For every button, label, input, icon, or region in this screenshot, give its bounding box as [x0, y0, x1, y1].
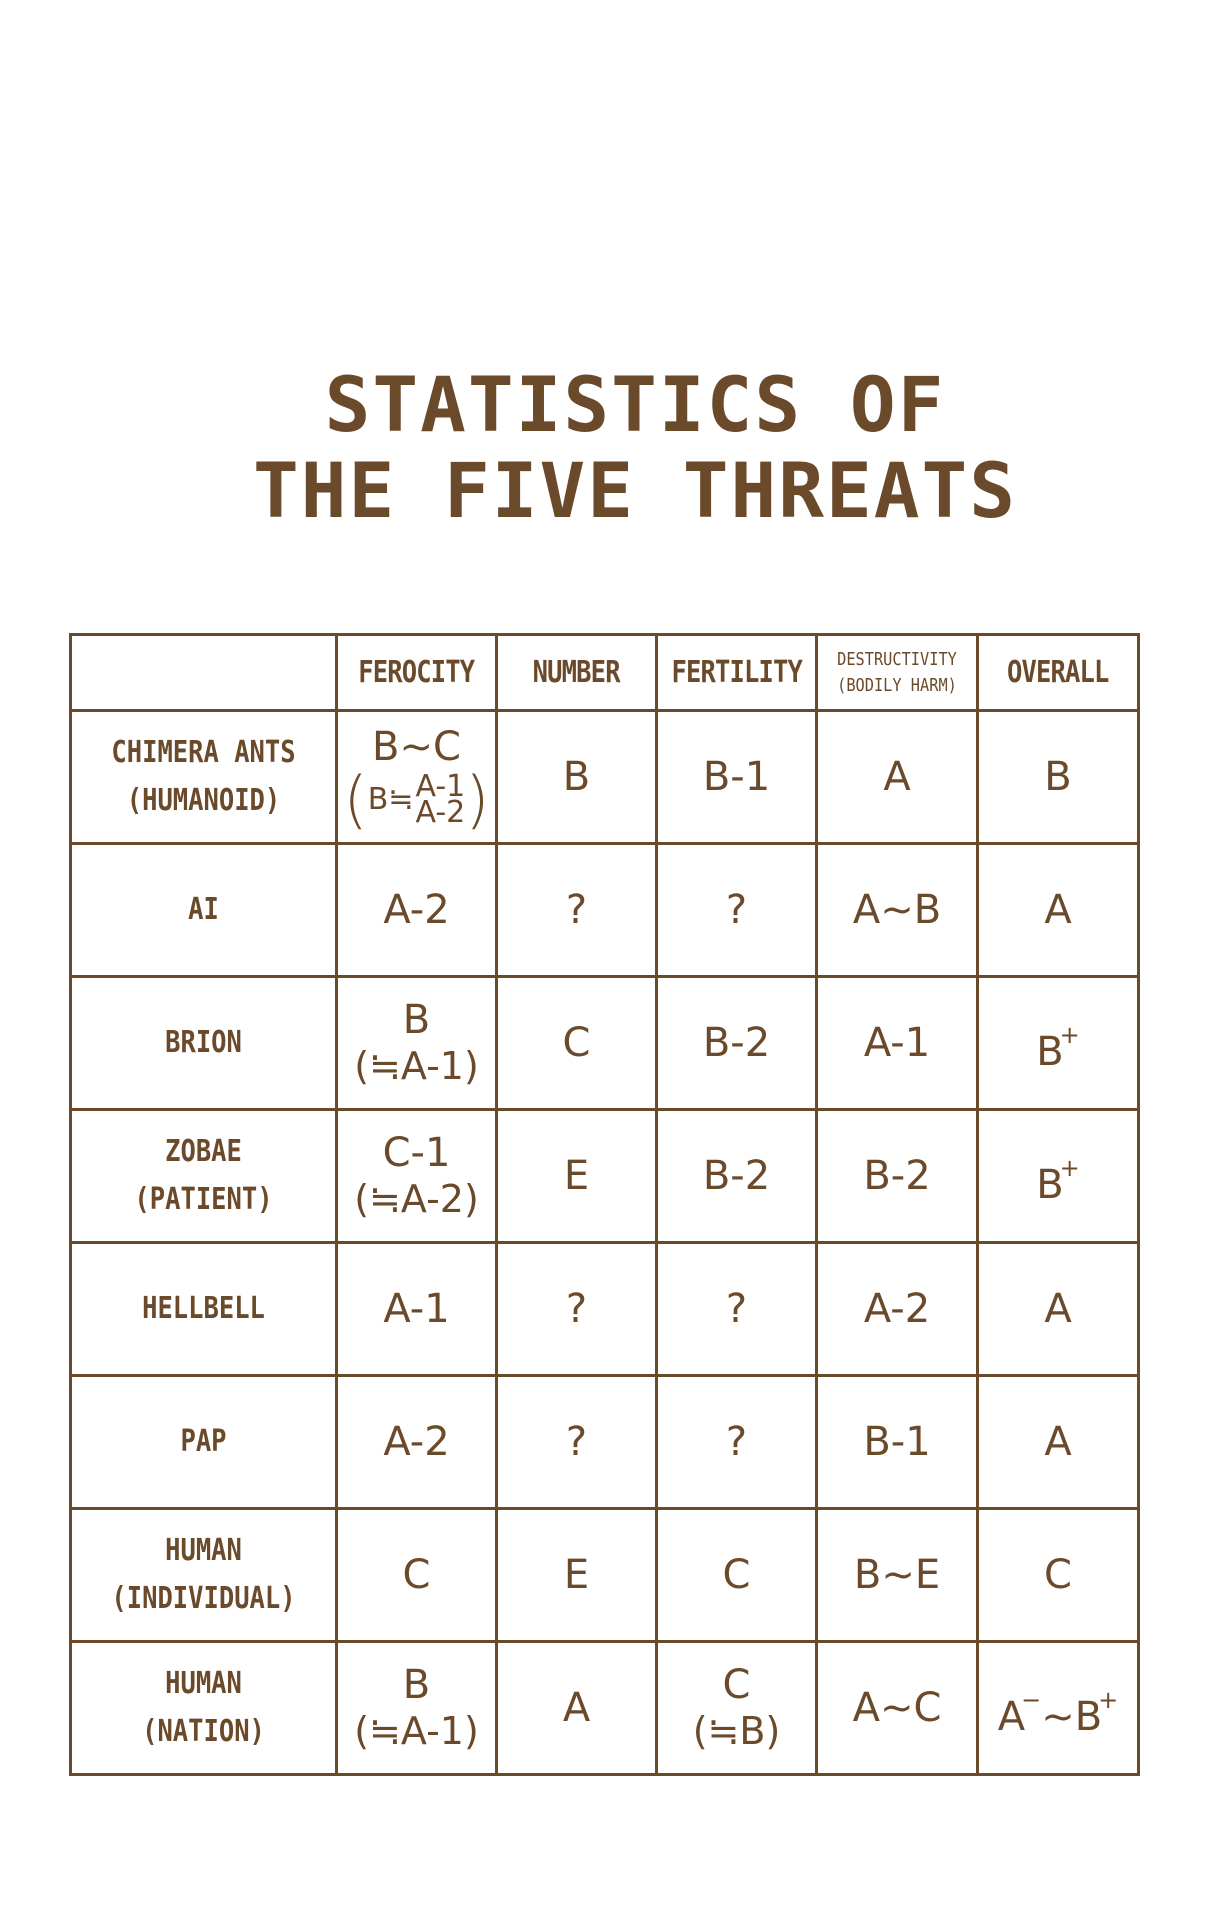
ferocity-note-prefix: B≒	[367, 782, 414, 817]
row-label-cell	[71, 844, 337, 977]
row-label-cell	[71, 1110, 337, 1243]
overall-value: A	[1044, 1419, 1072, 1465]
ferocity-value: A-1	[383, 1286, 450, 1332]
number-value: E	[563, 1153, 590, 1199]
table-row	[71, 1642, 1139, 1775]
column-header-label: DESTRUCTIVITY	[837, 648, 957, 670]
row-label: HUMAN	[165, 1533, 242, 1568]
destructivity-value: A-2	[863, 1286, 931, 1332]
number-cell	[497, 1376, 657, 1509]
row-label: ZOBAE	[165, 1134, 242, 1169]
ferocity-cell	[337, 1376, 497, 1509]
table-header-row	[71, 635, 1139, 711]
column-header-sublabel: (BODILY HARM)	[837, 674, 957, 696]
overall-cell	[978, 977, 1139, 1110]
table-row	[71, 711, 1139, 844]
overall-cell	[978, 1376, 1139, 1509]
page-title	[0, 362, 1216, 534]
overall-modifier-low: −	[1021, 1685, 1042, 1714]
number-cell	[497, 1509, 657, 1642]
destructivity-cell	[817, 1243, 978, 1376]
destructivity-value: B-2	[863, 1153, 931, 1199]
ferocity-note: (≒A-1)	[354, 1044, 479, 1088]
number-value: C	[562, 1020, 591, 1066]
fertility-cell	[657, 1243, 817, 1376]
destructivity-value: A-1	[863, 1020, 931, 1066]
overall-cell	[978, 711, 1139, 844]
number-value: ?	[565, 1286, 588, 1332]
overall-value	[979, 1145, 1137, 1208]
destructivity-value: A~B	[852, 887, 942, 933]
fertility-cell	[657, 1509, 817, 1642]
ferocity-value: B~C	[372, 724, 461, 770]
row-label: BRION	[165, 1025, 242, 1060]
overall-value	[979, 1012, 1137, 1075]
destructivity-value: B-1	[863, 1419, 931, 1465]
destructivity-cell	[817, 844, 978, 977]
destructivity-cell	[817, 711, 978, 844]
title-line-2: THE FIVE THREATS	[252, 446, 1018, 535]
number-value: E	[563, 1552, 590, 1598]
fertility-value: B-2	[702, 1020, 771, 1066]
column-header-number	[497, 635, 657, 711]
fertility-cell	[657, 1110, 817, 1243]
overall-cell	[978, 1110, 1139, 1243]
number-cell	[497, 1110, 657, 1243]
ferocity-cell	[337, 1642, 497, 1775]
overall-value: A	[1044, 1286, 1072, 1332]
table-row	[71, 977, 1139, 1110]
overall-cell	[978, 1509, 1139, 1642]
table-row	[71, 1243, 1139, 1376]
column-header-label: NUMBER	[532, 655, 621, 690]
fertility-cell	[657, 1376, 817, 1509]
ferocity-cell	[337, 977, 497, 1110]
row-label: PAP	[180, 1424, 227, 1459]
ferocity-value: B	[402, 997, 431, 1043]
row-sublabel: (HUMANOID)	[126, 783, 281, 818]
overall-grade-low: A	[997, 1693, 1026, 1740]
row-label: CHIMERA ANTS	[111, 735, 296, 770]
row-label: HUMAN	[165, 1666, 242, 1701]
overall-value	[979, 1677, 1137, 1740]
destructivity-cell	[817, 1509, 978, 1642]
fertility-value: B-1	[702, 754, 771, 800]
number-value: ?	[565, 1419, 588, 1465]
row-sublabel: (NATION)	[142, 1714, 265, 1749]
fertility-cell	[657, 1642, 817, 1775]
row-label-cell	[71, 1509, 337, 1642]
overall-cell	[978, 1243, 1139, 1376]
column-header-label: FEROCITY	[358, 655, 475, 690]
fertility-cell	[657, 844, 817, 977]
ferocity-cell	[337, 844, 497, 977]
row-label-cell	[71, 1376, 337, 1509]
ferocity-note: (≒A-2)	[354, 1177, 479, 1221]
overall-range-separator: ~	[1041, 1693, 1075, 1740]
column-header-overall	[978, 635, 1139, 711]
overall-cell	[978, 844, 1139, 977]
fertility-note: (≒B)	[692, 1709, 781, 1753]
number-value: ?	[565, 887, 588, 933]
destructivity-value: A	[883, 754, 911, 800]
overall-cell	[978, 1642, 1139, 1775]
ferocity-cell	[337, 1509, 497, 1642]
threats-table	[69, 633, 1140, 1776]
fertility-cell	[657, 711, 817, 844]
column-header-destructivity	[817, 635, 978, 711]
row-label-cell	[71, 1243, 337, 1376]
number-cell	[497, 844, 657, 977]
number-cell	[497, 1243, 657, 1376]
overall-grade-high: B	[1074, 1693, 1103, 1740]
number-cell	[497, 711, 657, 844]
fertility-cell	[657, 977, 817, 1110]
table-row	[71, 1509, 1139, 1642]
overall-value: C	[1044, 1552, 1072, 1598]
row-label: HELLBELL	[142, 1291, 265, 1326]
destructivity-value: A~C	[852, 1685, 942, 1731]
column-header-label: FERTILITY	[671, 655, 802, 690]
overall-value: B	[1044, 754, 1072, 800]
ferocity-cell	[337, 1243, 497, 1376]
ferocity-cell	[337, 1110, 497, 1243]
fertility-value: C	[722, 1662, 751, 1708]
overall-grade: B	[1036, 1028, 1064, 1075]
destructivity-cell	[817, 1376, 978, 1509]
destructivity-cell	[817, 977, 978, 1110]
number-value: A	[562, 1685, 591, 1731]
ferocity-note: (≒A-1)	[354, 1709, 479, 1753]
table-row	[71, 1376, 1139, 1509]
corner-cell	[71, 635, 337, 711]
row-sublabel: (INDIVIDUAL)	[111, 1581, 296, 1616]
ferocity-note: ( B≒ A-1 A-2 )	[343, 763, 490, 836]
ferocity-note-top: A-1	[415, 769, 466, 804]
fertility-value: B-2	[702, 1153, 771, 1199]
row-label-cell	[71, 711, 337, 844]
overall-grade: B	[1036, 1161, 1064, 1208]
fertility-value: ?	[725, 887, 748, 933]
destructivity-value: B~E	[853, 1552, 941, 1598]
overall-modifier-high: +	[1098, 1685, 1119, 1714]
overall-modifier: +	[1059, 1153, 1080, 1182]
column-header-label: OVERALL	[1007, 655, 1109, 690]
ferocity-value: A-2	[383, 1419, 450, 1465]
fertility-value: C	[722, 1552, 751, 1598]
ferocity-cell	[337, 711, 497, 844]
row-label: AI	[188, 892, 219, 927]
column-header-ferocity	[337, 635, 497, 711]
number-value: B	[562, 754, 591, 800]
ferocity-value: C	[402, 1552, 431, 1598]
ferocity-value: C-1	[382, 1130, 451, 1176]
ferocity-value: A-2	[383, 887, 450, 933]
row-label-cell	[71, 1642, 337, 1775]
column-header-fertility	[657, 635, 817, 711]
overall-value: A	[1044, 887, 1072, 933]
number-cell	[497, 1642, 657, 1775]
table-row	[71, 844, 1139, 977]
destructivity-cell	[817, 1642, 978, 1775]
fertility-value: ?	[725, 1286, 748, 1332]
row-sublabel: (PATIENT)	[134, 1182, 273, 1217]
table-row	[71, 1110, 1139, 1243]
fertility-value: ?	[725, 1419, 748, 1465]
overall-modifier: +	[1059, 1020, 1080, 1049]
title-line-1: STATISTICS OF	[324, 360, 946, 449]
destructivity-cell	[817, 1110, 978, 1243]
ferocity-note-bottom: A-2	[415, 795, 466, 830]
ferocity-value: B	[402, 1662, 431, 1708]
row-label-cell	[71, 977, 337, 1110]
number-cell	[497, 977, 657, 1110]
